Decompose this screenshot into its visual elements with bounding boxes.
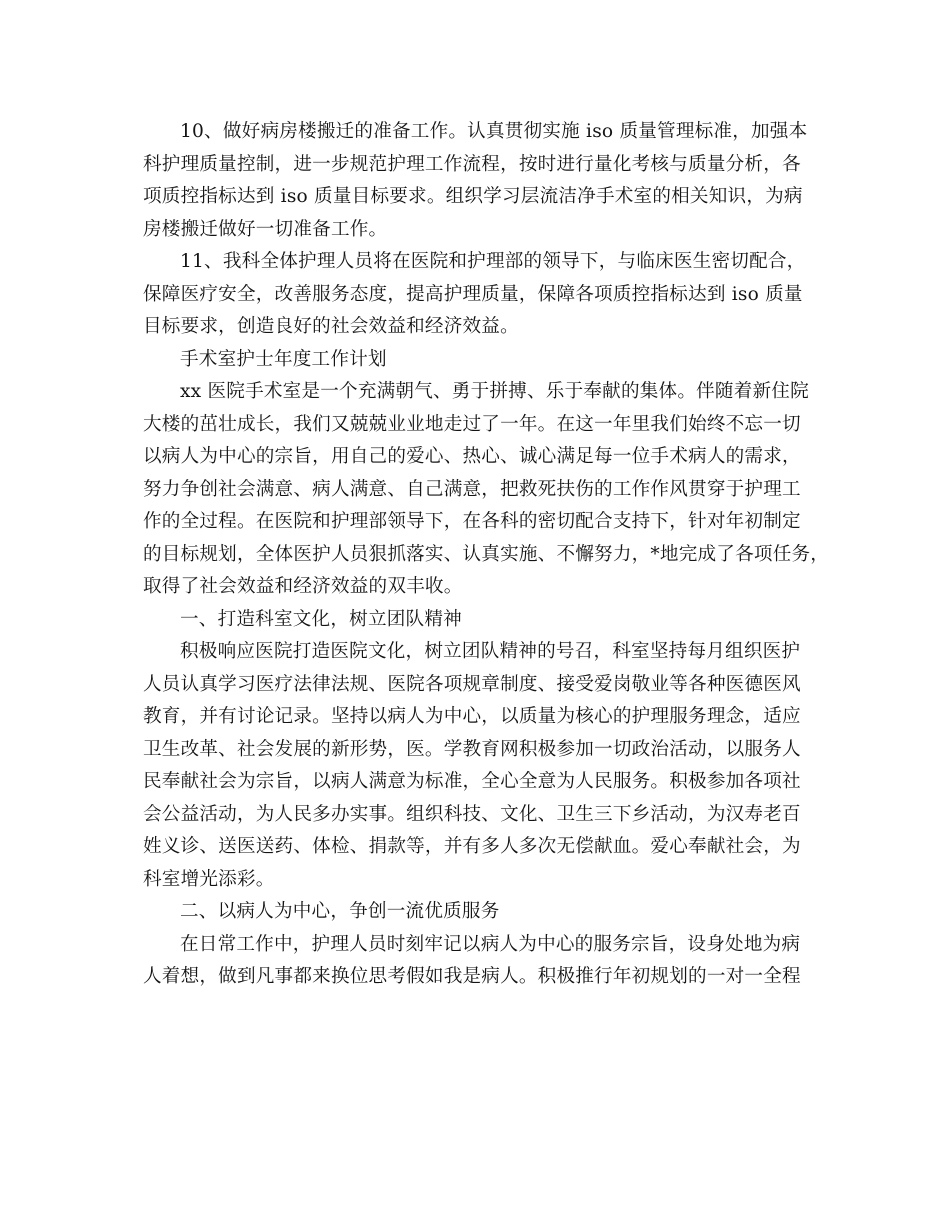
paragraph-culture <box>143 636 819 896</box>
text-line: 11、我科全体护理人员将在医院和护理部的领导下，与临床医生密切配合， <box>180 251 806 272</box>
heading-line: 二、以病人为中心，争创一流优质服务 <box>180 901 500 922</box>
text-line: 房楼搬迁做好一切准备工作。 <box>143 218 388 240</box>
section-heading-patient-service <box>143 896 819 929</box>
section-title-annual-plan <box>143 344 819 377</box>
paragraph-nursing-staff <box>143 246 819 344</box>
text-line: 民奉献社会为宗旨，以病人满意为标准，全心全意为人民服务。积极参加各项社 <box>143 771 801 792</box>
text-line: 教育，并有讨论记录。坚持以病人为中心，以质量为核心的护理服务理念，适应 <box>143 706 801 727</box>
text-line: 以病人为中心的宗旨，用自己的爱心、热心、诚心满足每一位手术病人的需求， <box>143 446 801 467</box>
text-line: 项质控指标达到 iso 质量目标要求。组织学习层流洁净手术室的相关知识，为病 <box>143 186 803 207</box>
text-line: 大楼的茁壮成长，我们又兢兢业业地走过了一年。在这一年里我们始终不忘一切 <box>143 413 801 435</box>
text-line: 卫生改革、社会发展的新形势，医。学教育网积极参加一切政治活动，以服务人 <box>143 738 801 760</box>
text-line: 人着想，做到凡事都来换位思考假如我是病人。积极推行年初规划的一对一全程 <box>143 966 801 987</box>
heading-line: 手术室护士年度工作计划 <box>180 348 387 370</box>
text-line: 10、做好病房楼搬迁的准备工作。认真贯彻实施 iso 质量管理标准，加强本 <box>180 121 808 142</box>
text-line: 科护理质量控制，进一步规范护理工作流程，按时进行量化考核与质量分析，各 <box>143 153 801 175</box>
text-line: 会公益活动，为人民多办实事。组织科技、文化、卫生三下乡活动，为汉寿老百 <box>143 803 801 825</box>
paragraph-relocation-prep <box>143 116 819 246</box>
text-line: 在日常工作中，护理人员时刻牢记以病人为中心的服务宗旨，设身处地为病 <box>180 933 801 955</box>
paragraph-or-intro <box>143 376 830 604</box>
text-line: 人员认真学习医疗法律法规、医院各项规章制度、接受爱岗敬业等各种医德医风 <box>143 673 801 695</box>
text-line: 的目标规划，全体医护人员狠抓落实、认真实施、不懈努力，*地完成了各项任务， <box>143 543 830 565</box>
heading-line: 一、打造科室文化，树立团队精神 <box>180 608 462 630</box>
paragraph-patient-service <box>143 929 819 994</box>
text-line: 积极响应医院打造医院文化，树立团队精神的号召，科室坚持每月组织医护 <box>180 641 801 662</box>
text-line: 努力争创社会满意、病人满意、自己满意，把救死扶伤的工作作风贯穿于护理工 <box>143 478 801 500</box>
document-body <box>143 116 830 994</box>
text-line: 科室增光添彩。 <box>143 868 275 890</box>
text-line: 目标要求，创造良好的社会效益和经济效益。 <box>143 316 519 337</box>
text-line: 作的全过程。在医院和护理部领导下，在各科的密切配合支持下，针对年初制定 <box>143 511 801 532</box>
text-line: xx 医院手术室是一个充满朝气、勇于拼搏、乐于奉献的集体。伴随着新住院 <box>180 381 809 402</box>
text-line: 保障医疗安全，改善服务态度，提高护理质量，保障各项质控指标达到 iso 质量 <box>143 283 803 305</box>
text-line: 取得了社会效益和经济效益的双丰收。 <box>143 576 463 597</box>
text-line: 姓义诊、送医送药、体检、捐款等，并有多人多次无偿献血。爱心奉献社会，为 <box>143 836 801 857</box>
section-heading-culture <box>143 604 819 637</box>
